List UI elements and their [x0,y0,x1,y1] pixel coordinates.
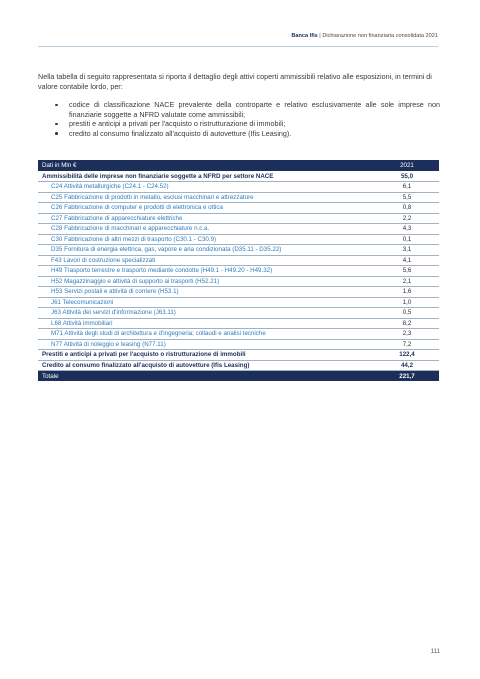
row-label: Prestiti e anticipi a privati per l'acquisto o ristrutturazione di immobili [38,350,375,361]
total-value: 221,7 [375,371,439,382]
table-row [38,339,439,350]
header-divider [38,46,438,47]
row-value: 7,2 [375,339,439,350]
row-label: J61 Telecomunicazioni [38,297,375,308]
page-header [291,33,438,39]
row-value: 1,6 [375,287,439,298]
row-label: M71 Attività degli studi di architettura e d'ingegneria; collaudi e analisi tecniche [38,329,375,340]
row-label: Credito al consumo finalizzato all'acquisto di autovetture (Ifis Leasing) [38,360,375,371]
table-row [38,245,439,256]
total-label: Totale [38,371,375,382]
row-value: 0,8 [375,203,439,214]
row-value: 0,5 [375,308,439,319]
table-row [38,276,439,287]
row-value: 8,2 [375,318,439,329]
row-label: H53 Servizi postali e attività di corriere (H53.1) [38,287,375,298]
row-value: 1,0 [375,297,439,308]
table-row [38,192,439,203]
row-value: 6,1 [375,182,439,193]
table-row [38,224,439,235]
row-value: 5,6 [375,266,439,277]
table-total-row [38,371,439,382]
eligible-assets-table [38,160,439,381]
header-subtitle: Dichiarazione non finanziaria consolidata 2021 [322,33,438,39]
row-label: L68 Attività immobiliari [38,318,375,329]
row-label: C28 Fabbricazione di macchinari e apparecchiature n.c.a. [38,224,375,235]
row-label: C26 Fabbricazione di computer e prodotti di elettronica e ottica [38,203,375,214]
table-row [38,182,439,193]
table-header-row [38,160,439,171]
row-value: 2,2 [375,213,439,224]
table-row [38,360,439,371]
row-value: 55,0 [375,171,439,182]
row-label: C24 Attività metallurgiche (C24.1 - C24.52) [38,182,375,193]
header-year: 2021 [375,160,439,171]
table-row [38,350,439,361]
row-label: H52 Magazzinaggio e attività di supporto ai trasporti (H52.21) [38,276,375,287]
row-label: F43 Lavori di costruzione specializzati [38,255,375,266]
row-label: C25 Fabbricazione di prodotti in metallo, esclusi macchinari e attrezzature [38,192,375,203]
header-brand: Banca Ifis [291,33,318,39]
bullet-text: credito al consumo finalizzato all'acquisto di autovetture (Ifis Leasing). [69,128,292,138]
row-label: J63 Attività dei servizi d'informazione (J63.11) [38,308,375,319]
row-label: H49 Trasporto terrestre e trasporto mediante condotte (H49.1 - H49.20 - H49.32) [38,266,375,277]
row-label: C27 Fabbricazione di apparecchiature elettriche [38,213,375,224]
bullet-item [55,119,440,129]
row-label: C30 Fabbricazione di altri mezzi di trasporto (C30.1 - C30.9) [38,234,375,245]
page-number: 111 [430,648,440,655]
row-value: 5,5 [375,192,439,203]
bullet-text: prestiti e anticipi a privati per l'acquisto o ristrutturazione di immobili; [69,119,286,129]
row-label: Ammissibilità delle imprese non finanziarie soggette a NFRD per settore NACE [38,171,375,182]
row-label: D35 Fornitura di energia elettrica, gas, vapore e aria condizionata (D35.11 - D35.22) [38,245,375,256]
table-row [38,203,439,214]
row-value: 3,1 [375,245,439,256]
table-row [38,287,439,298]
bullet-dot-icon [55,132,58,135]
row-value: 4,1 [375,255,439,266]
row-value: 0,1 [375,234,439,245]
table-row [38,297,439,308]
table-row [38,329,439,340]
table-row [38,318,439,329]
bullet-item [55,129,440,139]
bullet-item [55,100,440,119]
row-value: 2,1 [375,276,439,287]
table-row [38,308,439,319]
bullet-dot-icon [55,104,58,107]
row-value: 2,3 [375,329,439,340]
table-row [38,266,439,277]
table-row [38,234,439,245]
table-row [38,171,439,182]
table-row [38,255,439,266]
bullet-list [55,100,440,138]
row-value: 44,2 [375,360,439,371]
row-label: N77 Attività di noleggio e leasing (N77.11) [38,339,375,350]
intro-paragraph: Nella tabella di seguito rappresentata si riporta il dettaglio degli attivi coperti ammissibili relativo alle esposizioni, in termini di valore contabile lordo, per: [38,72,432,92]
bullet-text: codice di classificazione NACE prevalente della controparte e relativo esclusivamente alle sole imprese non finanziarie soggette a NFRD valutate come ammissibili; [69,100,440,119]
row-value: 122,4 [375,350,439,361]
bullet-dot-icon [55,123,58,126]
table-row [38,213,439,224]
header-label: Dati in Mln € [38,160,375,171]
header-separator: | [317,33,323,39]
row-value: 4,3 [375,224,439,235]
